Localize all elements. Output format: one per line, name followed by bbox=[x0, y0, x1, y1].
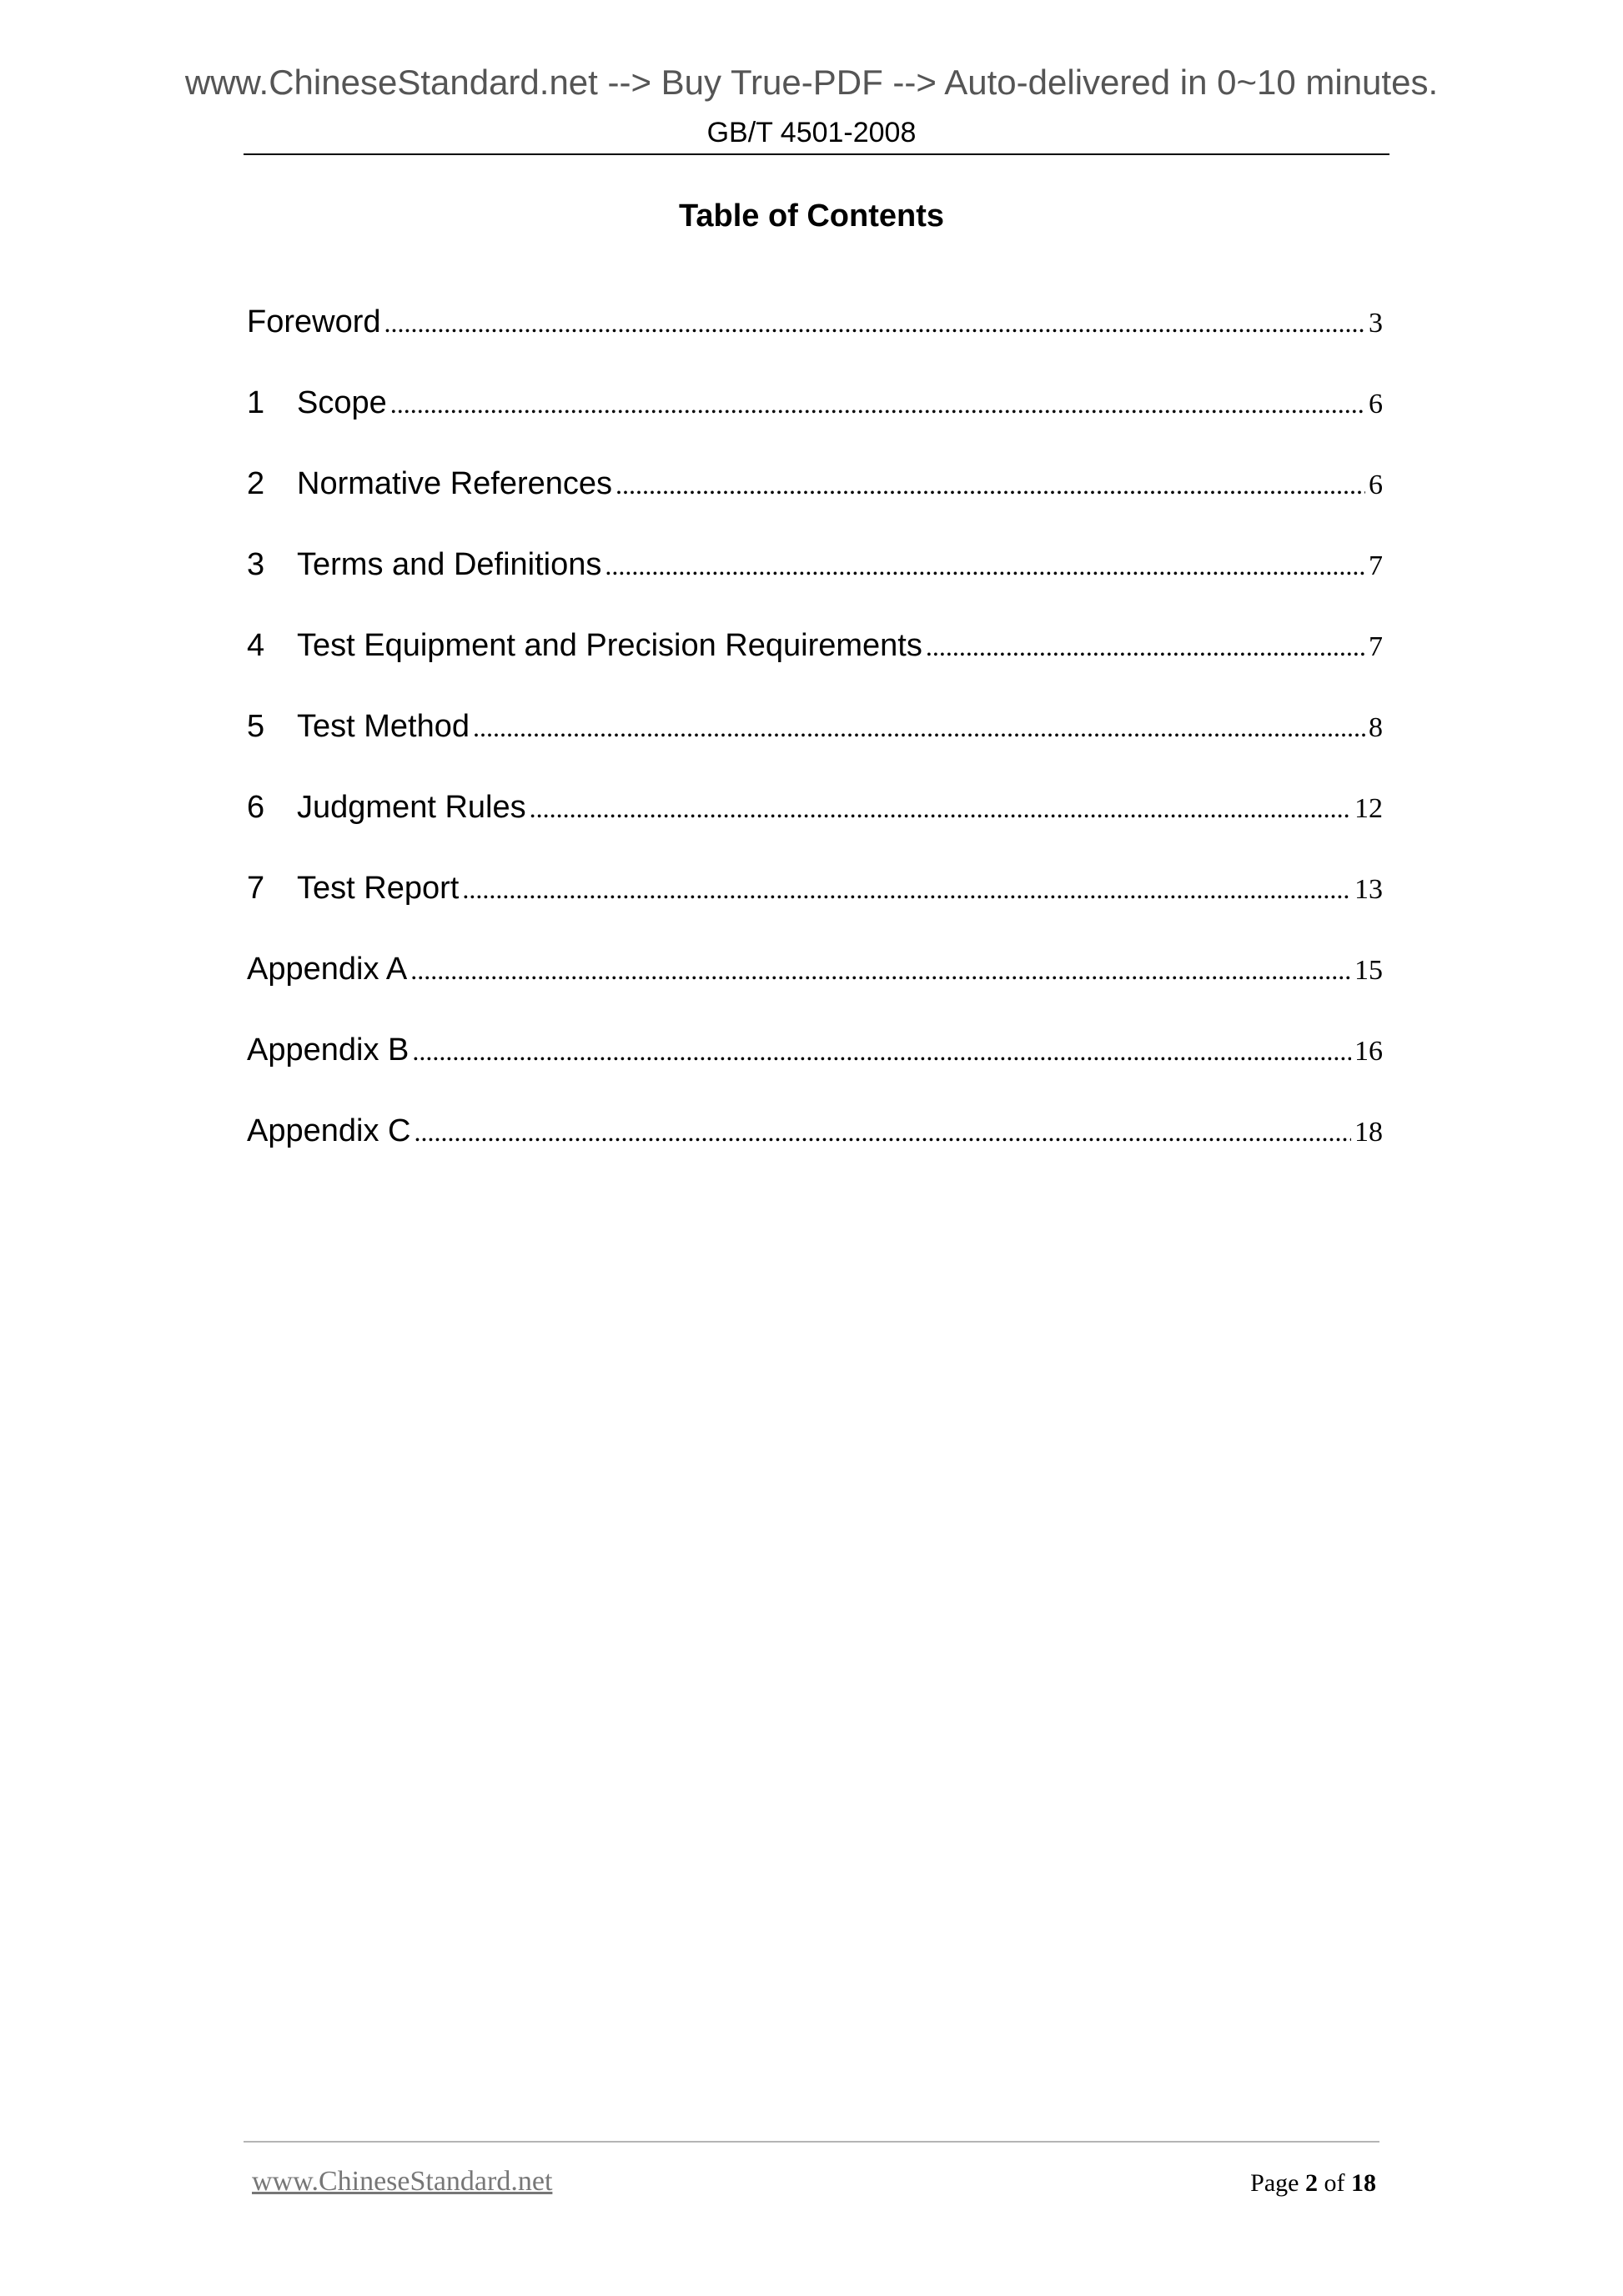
toc-dot-leader bbox=[605, 550, 1365, 581]
toc-entry-label: Test Method bbox=[297, 709, 470, 744]
toc-entry-label: Normative References bbox=[297, 466, 613, 501]
page-current: 2 bbox=[1305, 2169, 1318, 2197]
toc-dot-leader bbox=[926, 631, 1365, 662]
toc-entry-number: 2 bbox=[247, 466, 265, 501]
toc-entry-scope[interactable] bbox=[247, 385, 1383, 466]
footer-site-link[interactable]: www.ChineseStandard.net bbox=[252, 2166, 553, 2197]
toc-entry-foreword[interactable] bbox=[247, 304, 1383, 385]
toc-entry-number: 5 bbox=[247, 709, 265, 744]
toc-entry-label: Test Report bbox=[297, 871, 460, 906]
toc-dot-leader bbox=[390, 389, 1365, 420]
toc-dot-leader bbox=[414, 1117, 1351, 1148]
toc-entry-appendix-a[interactable] bbox=[247, 952, 1383, 1032]
toc-entry-number: 3 bbox=[247, 547, 265, 582]
toc-entry-label: Foreword bbox=[247, 304, 381, 339]
page-total: 18 bbox=[1351, 2169, 1376, 2197]
toc-entry-test-report[interactable] bbox=[247, 871, 1383, 952]
toc-entry-page: 7 bbox=[1369, 631, 1383, 662]
toc-entry-appendix-b[interactable] bbox=[247, 1032, 1383, 1113]
toc-entry-normative-references[interactable] bbox=[247, 466, 1383, 547]
toc-entry-number: 7 bbox=[247, 871, 265, 906]
document-code: GB/T 4501-2008 bbox=[706, 117, 917, 148]
toc-title: Table of Contents bbox=[678, 198, 945, 234]
toc-dot-leader bbox=[473, 712, 1365, 743]
toc-entry-judgment-rules[interactable] bbox=[247, 790, 1383, 871]
toc-entry-label: Terms and Definitions bbox=[297, 547, 602, 582]
toc-dot-leader bbox=[384, 308, 1366, 339]
toc-entry-label: Scope bbox=[297, 385, 387, 420]
table-of-contents bbox=[247, 304, 1383, 1194]
footer-divider bbox=[244, 2141, 1379, 2143]
toc-entry-page: 6 bbox=[1369, 470, 1383, 500]
toc-dot-leader bbox=[412, 1036, 1351, 1067]
toc-entry-label: Appendix A bbox=[247, 952, 408, 987]
toc-entry-test-equipment[interactable] bbox=[247, 628, 1383, 709]
page-of: of bbox=[1324, 2169, 1345, 2197]
toc-entry-page: 18 bbox=[1354, 1117, 1383, 1148]
toc-dot-leader bbox=[410, 955, 1351, 986]
toc-entry-number: 6 bbox=[247, 790, 265, 825]
toc-dot-leader bbox=[616, 470, 1365, 500]
toc-entry-page: 7 bbox=[1369, 550, 1383, 581]
toc-entry-appendix-c[interactable] bbox=[247, 1113, 1383, 1194]
toc-entry-number: 4 bbox=[247, 628, 265, 663]
header-divider bbox=[244, 153, 1389, 155]
page-number bbox=[1250, 2169, 1376, 2198]
toc-entry-page: 13 bbox=[1354, 874, 1383, 905]
toc-entry-page: 6 bbox=[1369, 389, 1383, 420]
toc-entry-page: 8 bbox=[1369, 712, 1383, 743]
toc-entry-label: Judgment Rules bbox=[297, 790, 526, 825]
site-banner: www.ChineseStandard.net --> Buy True-PDF --> Auto-delivered in 0~10 minutes. bbox=[184, 63, 1439, 102]
toc-entry-page: 12 bbox=[1354, 793, 1383, 824]
toc-entry-test-method[interactable] bbox=[247, 709, 1383, 790]
toc-entry-page: 16 bbox=[1354, 1036, 1383, 1067]
toc-entry-terms-definitions[interactable] bbox=[247, 547, 1383, 628]
toc-entry-page: 3 bbox=[1369, 308, 1383, 339]
page-prefix: Page bbox=[1250, 2169, 1299, 2197]
toc-entry-label: Appendix C bbox=[247, 1113, 411, 1148]
toc-entry-label: Test Equipment and Precision Requirements bbox=[297, 628, 922, 663]
toc-entry-number: 1 bbox=[247, 385, 265, 420]
toc-entry-page: 15 bbox=[1354, 955, 1383, 986]
toc-dot-leader bbox=[530, 793, 1351, 824]
toc-dot-leader bbox=[462, 874, 1351, 905]
toc-entry-label: Appendix B bbox=[247, 1032, 410, 1068]
